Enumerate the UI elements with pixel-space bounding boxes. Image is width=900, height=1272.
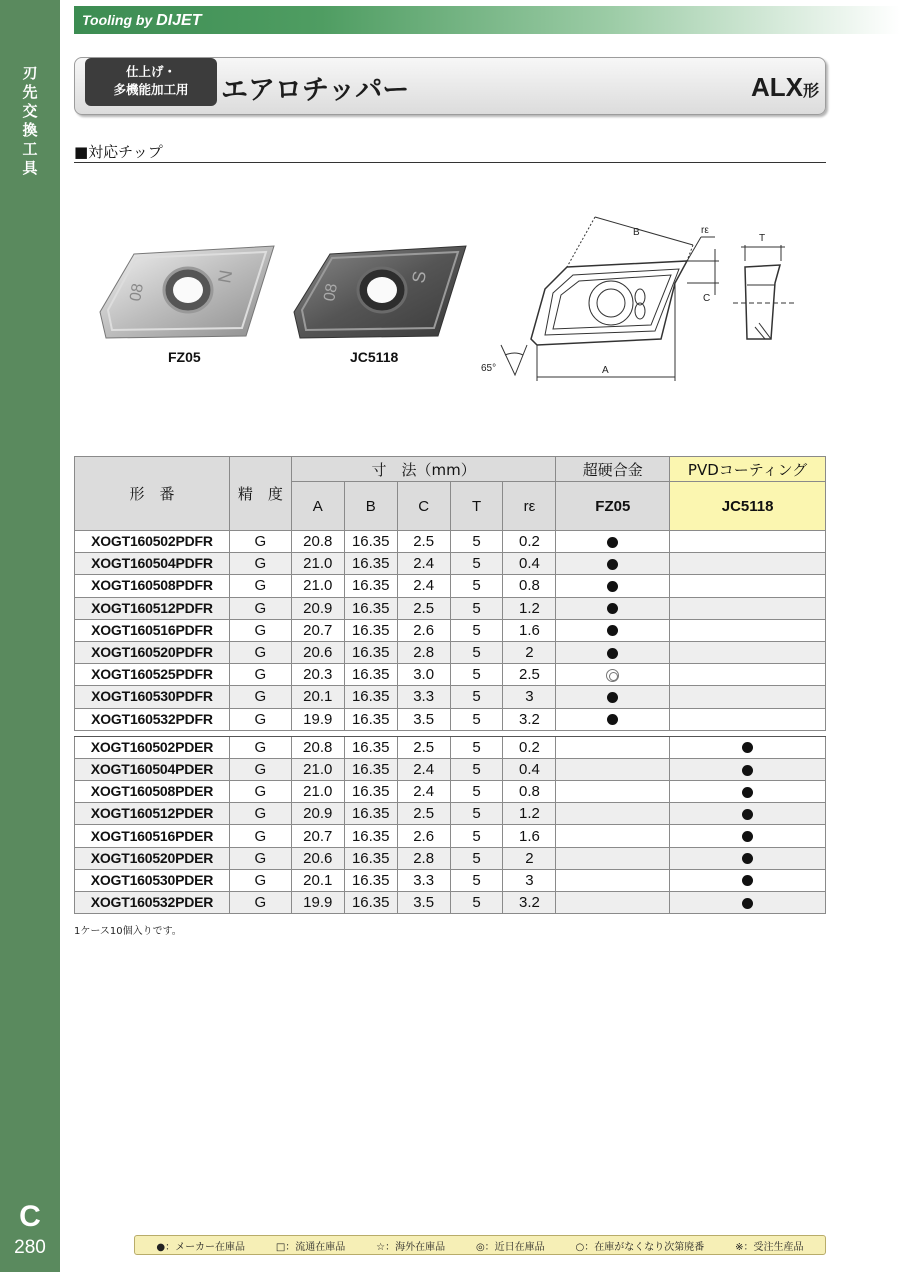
cell-a: 20.9 (291, 597, 344, 619)
cell-a: 20.6 (291, 847, 344, 869)
cell-availability-fz05 (556, 664, 670, 686)
stock-dot-icon (607, 537, 618, 548)
cell-precision: G (229, 597, 291, 619)
cell-availability-fz05 (556, 892, 670, 914)
cell-c: 2.5 (397, 597, 450, 619)
cell-t: 5 (450, 553, 503, 575)
cell-r: 2 (503, 847, 556, 869)
cell-b: 16.35 (344, 847, 397, 869)
cell-precision: G (229, 575, 291, 597)
cell-b: 16.35 (344, 708, 397, 730)
cell-r: 0.4 (503, 758, 556, 780)
brand-bar (74, 6, 900, 34)
cell-availability-fz05 (556, 619, 670, 641)
stock-dot-icon (607, 581, 618, 592)
cell-precision: G (229, 736, 291, 758)
cell-r: 1.6 (503, 825, 556, 847)
legend-item: □：流通在庫品 (275, 1241, 346, 1253)
cell-c: 3.0 (397, 664, 450, 686)
cell-model: XOGT160532PDER (75, 892, 230, 914)
table-row (75, 531, 826, 553)
cell-c: 2.5 (397, 531, 450, 553)
cell-a: 20.9 (291, 803, 344, 825)
cell-a: 21.0 (291, 758, 344, 780)
cell-c: 3.5 (397, 892, 450, 914)
cell-model: XOGT160504PDER (75, 758, 230, 780)
cell-c: 2.6 (397, 825, 450, 847)
cell-a: 21.0 (291, 553, 344, 575)
stock-dot-icon (742, 853, 753, 864)
legend-item: ●：メーカー在庫品 (156, 1241, 245, 1253)
sidebar-char: 換 (22, 121, 38, 139)
cell-a: 20.1 (291, 686, 344, 708)
cell-r: 1.2 (503, 803, 556, 825)
section-heading: ■対応チップ (74, 143, 826, 163)
cell-c: 2.4 (397, 553, 450, 575)
cell-availability-jc5118 (670, 892, 826, 914)
cell-model: XOGT160508PDFR (75, 575, 230, 597)
stock-dot-icon (742, 831, 753, 842)
cell-b: 16.35 (344, 575, 397, 597)
cell-model: XOGT160512PDER (75, 803, 230, 825)
cell-model: XOGT160530PDFR (75, 686, 230, 708)
cell-r: 2.5 (503, 664, 556, 686)
cell-model: XOGT160512PDFR (75, 597, 230, 619)
cell-t: 5 (450, 686, 503, 708)
diagram-label-angle: 65° (481, 363, 497, 374)
cell-t: 5 (450, 664, 503, 686)
cell-availability-jc5118 (670, 803, 826, 825)
table-row (75, 575, 826, 597)
cell-b: 16.35 (344, 758, 397, 780)
diagram-label-c: C (703, 293, 711, 304)
cell-availability-jc5118 (670, 575, 826, 597)
table-row (75, 781, 826, 803)
model-name: ALX (750, 72, 803, 102)
cell-precision: G (229, 686, 291, 708)
stock-dot-icon (607, 625, 618, 636)
cell-a: 20.8 (291, 531, 344, 553)
cell-t: 5 (450, 825, 503, 847)
cell-availability-fz05 (556, 847, 670, 869)
stock-dot-icon (742, 742, 753, 753)
cell-model: XOGT160516PDER (75, 825, 230, 847)
cell-b: 16.35 (344, 686, 397, 708)
stock-dot-icon (607, 692, 618, 703)
cell-a: 19.9 (291, 892, 344, 914)
table-row (75, 825, 826, 847)
cell-availability-jc5118 (670, 847, 826, 869)
package-note: 1ケース10個入りです。 (74, 926, 182, 937)
cell-availability-jc5118 (670, 641, 826, 663)
cell-availability-jc5118 (670, 781, 826, 803)
cell-precision: G (229, 892, 291, 914)
cell-precision: G (229, 708, 291, 730)
sidebar-char: 工 (22, 140, 38, 158)
header-grade-jc5118: JC5118 (670, 482, 826, 531)
title-tag-line2: 多機能加工用 (113, 82, 189, 97)
cell-b: 16.35 (344, 641, 397, 663)
sidebar-char: 交 (22, 102, 38, 120)
insert-fz05-label: FZ05 (168, 349, 201, 365)
cell-c: 2.4 (397, 758, 450, 780)
cell-model: XOGT160502PDFR (75, 531, 230, 553)
cell-b: 16.35 (344, 892, 397, 914)
cell-b: 16.35 (344, 553, 397, 575)
cell-t: 5 (450, 736, 503, 758)
cell-precision: G (229, 847, 291, 869)
left-sidebar (0, 0, 60, 1272)
stock-dot-icon (742, 898, 753, 909)
brand-prefix: Tooling by (82, 12, 153, 28)
cell-precision: G (229, 825, 291, 847)
cell-a: 20.7 (291, 825, 344, 847)
cell-c: 2.6 (397, 619, 450, 641)
header-dim-a: A (291, 482, 344, 531)
cell-t: 5 (450, 781, 503, 803)
table-row (75, 736, 826, 758)
header-dimensions: 寸 法（mm） (291, 457, 556, 482)
table-row (75, 597, 826, 619)
cell-r: 1.2 (503, 597, 556, 619)
spec-table-body (75, 531, 826, 914)
cell-c: 2.5 (397, 736, 450, 758)
page-number: 280 (14, 1237, 46, 1258)
cell-availability-fz05 (556, 869, 670, 891)
header-dim-b: B (344, 482, 397, 531)
svg-text:N: N (214, 268, 237, 285)
cell-c: 2.4 (397, 781, 450, 803)
cell-availability-fz05 (556, 708, 670, 730)
cell-availability-jc5118 (670, 531, 826, 553)
cell-availability-jc5118 (670, 736, 826, 758)
stock-dot-icon (742, 875, 753, 886)
cell-model: XOGT160520PDER (75, 847, 230, 869)
cell-r: 1.6 (503, 619, 556, 641)
cell-r: 3.2 (503, 892, 556, 914)
diagram-label-a: A (602, 365, 609, 376)
cell-t: 5 (450, 892, 503, 914)
legend-item: ※：受注生産品 (735, 1241, 804, 1253)
section-letter: C (19, 1200, 41, 1233)
sidebar-char: 具 (22, 159, 38, 177)
table-row (75, 892, 826, 914)
brand-logo (82, 12, 201, 30)
stock-dot-icon (742, 809, 753, 820)
cell-c: 3.3 (397, 869, 450, 891)
cell-r: 0.4 (503, 553, 556, 575)
header-grade-fz05: FZ05 (556, 482, 670, 531)
svg-text:08: 08 (127, 282, 148, 303)
insert-fz05-image (96, 240, 286, 345)
sidebar-category (0, 64, 60, 178)
header-pvd: PVDコーティング (670, 457, 826, 482)
cell-t: 5 (450, 869, 503, 891)
cell-availability-fz05 (556, 781, 670, 803)
cell-t: 5 (450, 597, 503, 619)
brand-name: DIJET (156, 12, 202, 29)
cell-availability-fz05 (556, 641, 670, 663)
cell-availability-jc5118 (670, 597, 826, 619)
cell-model: XOGT160508PDER (75, 781, 230, 803)
header-carbide: 超硬合金 (556, 457, 670, 482)
cell-availability-fz05 (556, 686, 670, 708)
diagram-label-b: B (633, 227, 640, 238)
cell-b: 16.35 (344, 619, 397, 641)
cell-availability-fz05 (556, 825, 670, 847)
cell-availability-jc5118 (670, 553, 826, 575)
cell-precision: G (229, 803, 291, 825)
cell-b: 16.35 (344, 664, 397, 686)
cell-c: 3.5 (397, 708, 450, 730)
cell-c: 2.8 (397, 847, 450, 869)
insert-jc5118-image (290, 240, 480, 345)
cell-t: 5 (450, 531, 503, 553)
header-dim-c: C (397, 482, 450, 531)
sidebar-char: 先 (22, 83, 38, 101)
insert-dimension-diagram (475, 205, 805, 390)
cell-a: 21.0 (291, 575, 344, 597)
cell-b: 16.35 (344, 803, 397, 825)
cell-a: 20.8 (291, 736, 344, 758)
page-title: エアロチッパー (221, 75, 410, 106)
legend-item: ◎：近日在庫品 (475, 1241, 545, 1253)
table-row (75, 686, 826, 708)
cell-a: 21.0 (291, 781, 344, 803)
header-dim-r: rε (503, 482, 556, 531)
cell-precision: G (229, 869, 291, 891)
cell-model: XOGT160520PDFR (75, 641, 230, 663)
cell-t: 5 (450, 847, 503, 869)
cell-model: XOGT160502PDER (75, 736, 230, 758)
cell-c: 2.4 (397, 575, 450, 597)
cell-b: 16.35 (344, 825, 397, 847)
cell-precision: G (229, 619, 291, 641)
cell-a: 20.6 (291, 641, 344, 663)
cell-t: 5 (450, 803, 503, 825)
cell-precision: G (229, 664, 291, 686)
cell-r: 0.2 (503, 531, 556, 553)
cell-r: 3 (503, 869, 556, 891)
cell-b: 16.35 (344, 531, 397, 553)
stock-legend (134, 1235, 826, 1255)
table-row (75, 708, 826, 730)
cell-availability-fz05 (556, 575, 670, 597)
diagram-label-r: rε (701, 225, 709, 236)
cell-availability-jc5118 (670, 825, 826, 847)
header-precision: 精 度 (229, 457, 291, 531)
cell-r: 3 (503, 686, 556, 708)
title-bar (74, 57, 826, 115)
cell-availability-jc5118 (670, 708, 826, 730)
cell-c: 3.3 (397, 686, 450, 708)
table-row (75, 553, 826, 575)
cell-r: 0.8 (503, 575, 556, 597)
stock-dot-icon (607, 714, 618, 725)
cell-r: 0.8 (503, 781, 556, 803)
legend-item: ☆：海外在庫品 (376, 1241, 446, 1253)
cell-model: XOGT160532PDFR (75, 708, 230, 730)
cell-precision: G (229, 553, 291, 575)
cell-a: 20.7 (291, 619, 344, 641)
table-row (75, 664, 826, 686)
cell-availability-jc5118 (670, 686, 826, 708)
title-tag-line1: 仕上げ・ (125, 64, 176, 79)
cell-a: 19.9 (291, 708, 344, 730)
cell-precision: G (229, 531, 291, 553)
title-tag (85, 58, 217, 106)
cell-availability-jc5118 (670, 869, 826, 891)
legend-item: ○：在庫がなくなり次第廃番 (575, 1241, 705, 1253)
cell-availability-fz05 (556, 736, 670, 758)
cell-precision: G (229, 641, 291, 663)
cell-model: XOGT160504PDFR (75, 553, 230, 575)
insert-jc5118-label: JC5118 (350, 349, 399, 365)
model-suffix: 形 (802, 81, 819, 100)
table-row (75, 847, 826, 869)
stock-dot-icon (742, 765, 753, 776)
cell-b: 16.35 (344, 597, 397, 619)
cell-precision: G (229, 758, 291, 780)
svg-text:08: 08 (321, 282, 342, 303)
cell-availability-fz05 (556, 597, 670, 619)
cell-t: 5 (450, 758, 503, 780)
table-row (75, 803, 826, 825)
header-dim-t: T (450, 482, 503, 531)
cell-availability-fz05 (556, 553, 670, 575)
cell-r: 2 (503, 641, 556, 663)
cell-model: XOGT160530PDER (75, 869, 230, 891)
cell-availability-jc5118 (670, 664, 826, 686)
stock-dot-icon (607, 648, 618, 659)
cell-b: 16.35 (344, 869, 397, 891)
cell-c: 2.8 (397, 641, 450, 663)
cell-availability-jc5118 (670, 619, 826, 641)
cell-c: 2.5 (397, 803, 450, 825)
sidebar-char: 刃 (22, 64, 38, 82)
cell-availability-jc5118 (670, 758, 826, 780)
stock-dot-icon (607, 559, 618, 570)
cell-precision: G (229, 781, 291, 803)
header-model: 形 番 (75, 457, 230, 531)
cell-t: 5 (450, 575, 503, 597)
table-row (75, 619, 826, 641)
cell-a: 20.1 (291, 869, 344, 891)
cell-availability-fz05 (556, 803, 670, 825)
stock-dot-icon (742, 787, 753, 798)
cell-a: 20.3 (291, 664, 344, 686)
svg-text:S: S (408, 269, 431, 285)
cell-r: 0.2 (503, 736, 556, 758)
table-row (75, 758, 826, 780)
stock-dot-icon (607, 603, 618, 614)
cell-model: XOGT160525PDFR (75, 664, 230, 686)
table-row (75, 869, 826, 891)
cell-model: XOGT160516PDFR (75, 619, 230, 641)
diagram-label-t: T (759, 233, 766, 244)
cell-r: 3.2 (503, 708, 556, 730)
cell-b: 16.35 (344, 736, 397, 758)
insert-spec-table (74, 456, 826, 914)
cell-availability-fz05 (556, 758, 670, 780)
model-type (751, 72, 819, 103)
cell-t: 5 (450, 708, 503, 730)
cell-t: 5 (450, 641, 503, 663)
cell-t: 5 (450, 619, 503, 641)
table-row (75, 641, 826, 663)
double-circle-icon (606, 669, 619, 682)
cell-availability-fz05 (556, 531, 670, 553)
cell-b: 16.35 (344, 781, 397, 803)
